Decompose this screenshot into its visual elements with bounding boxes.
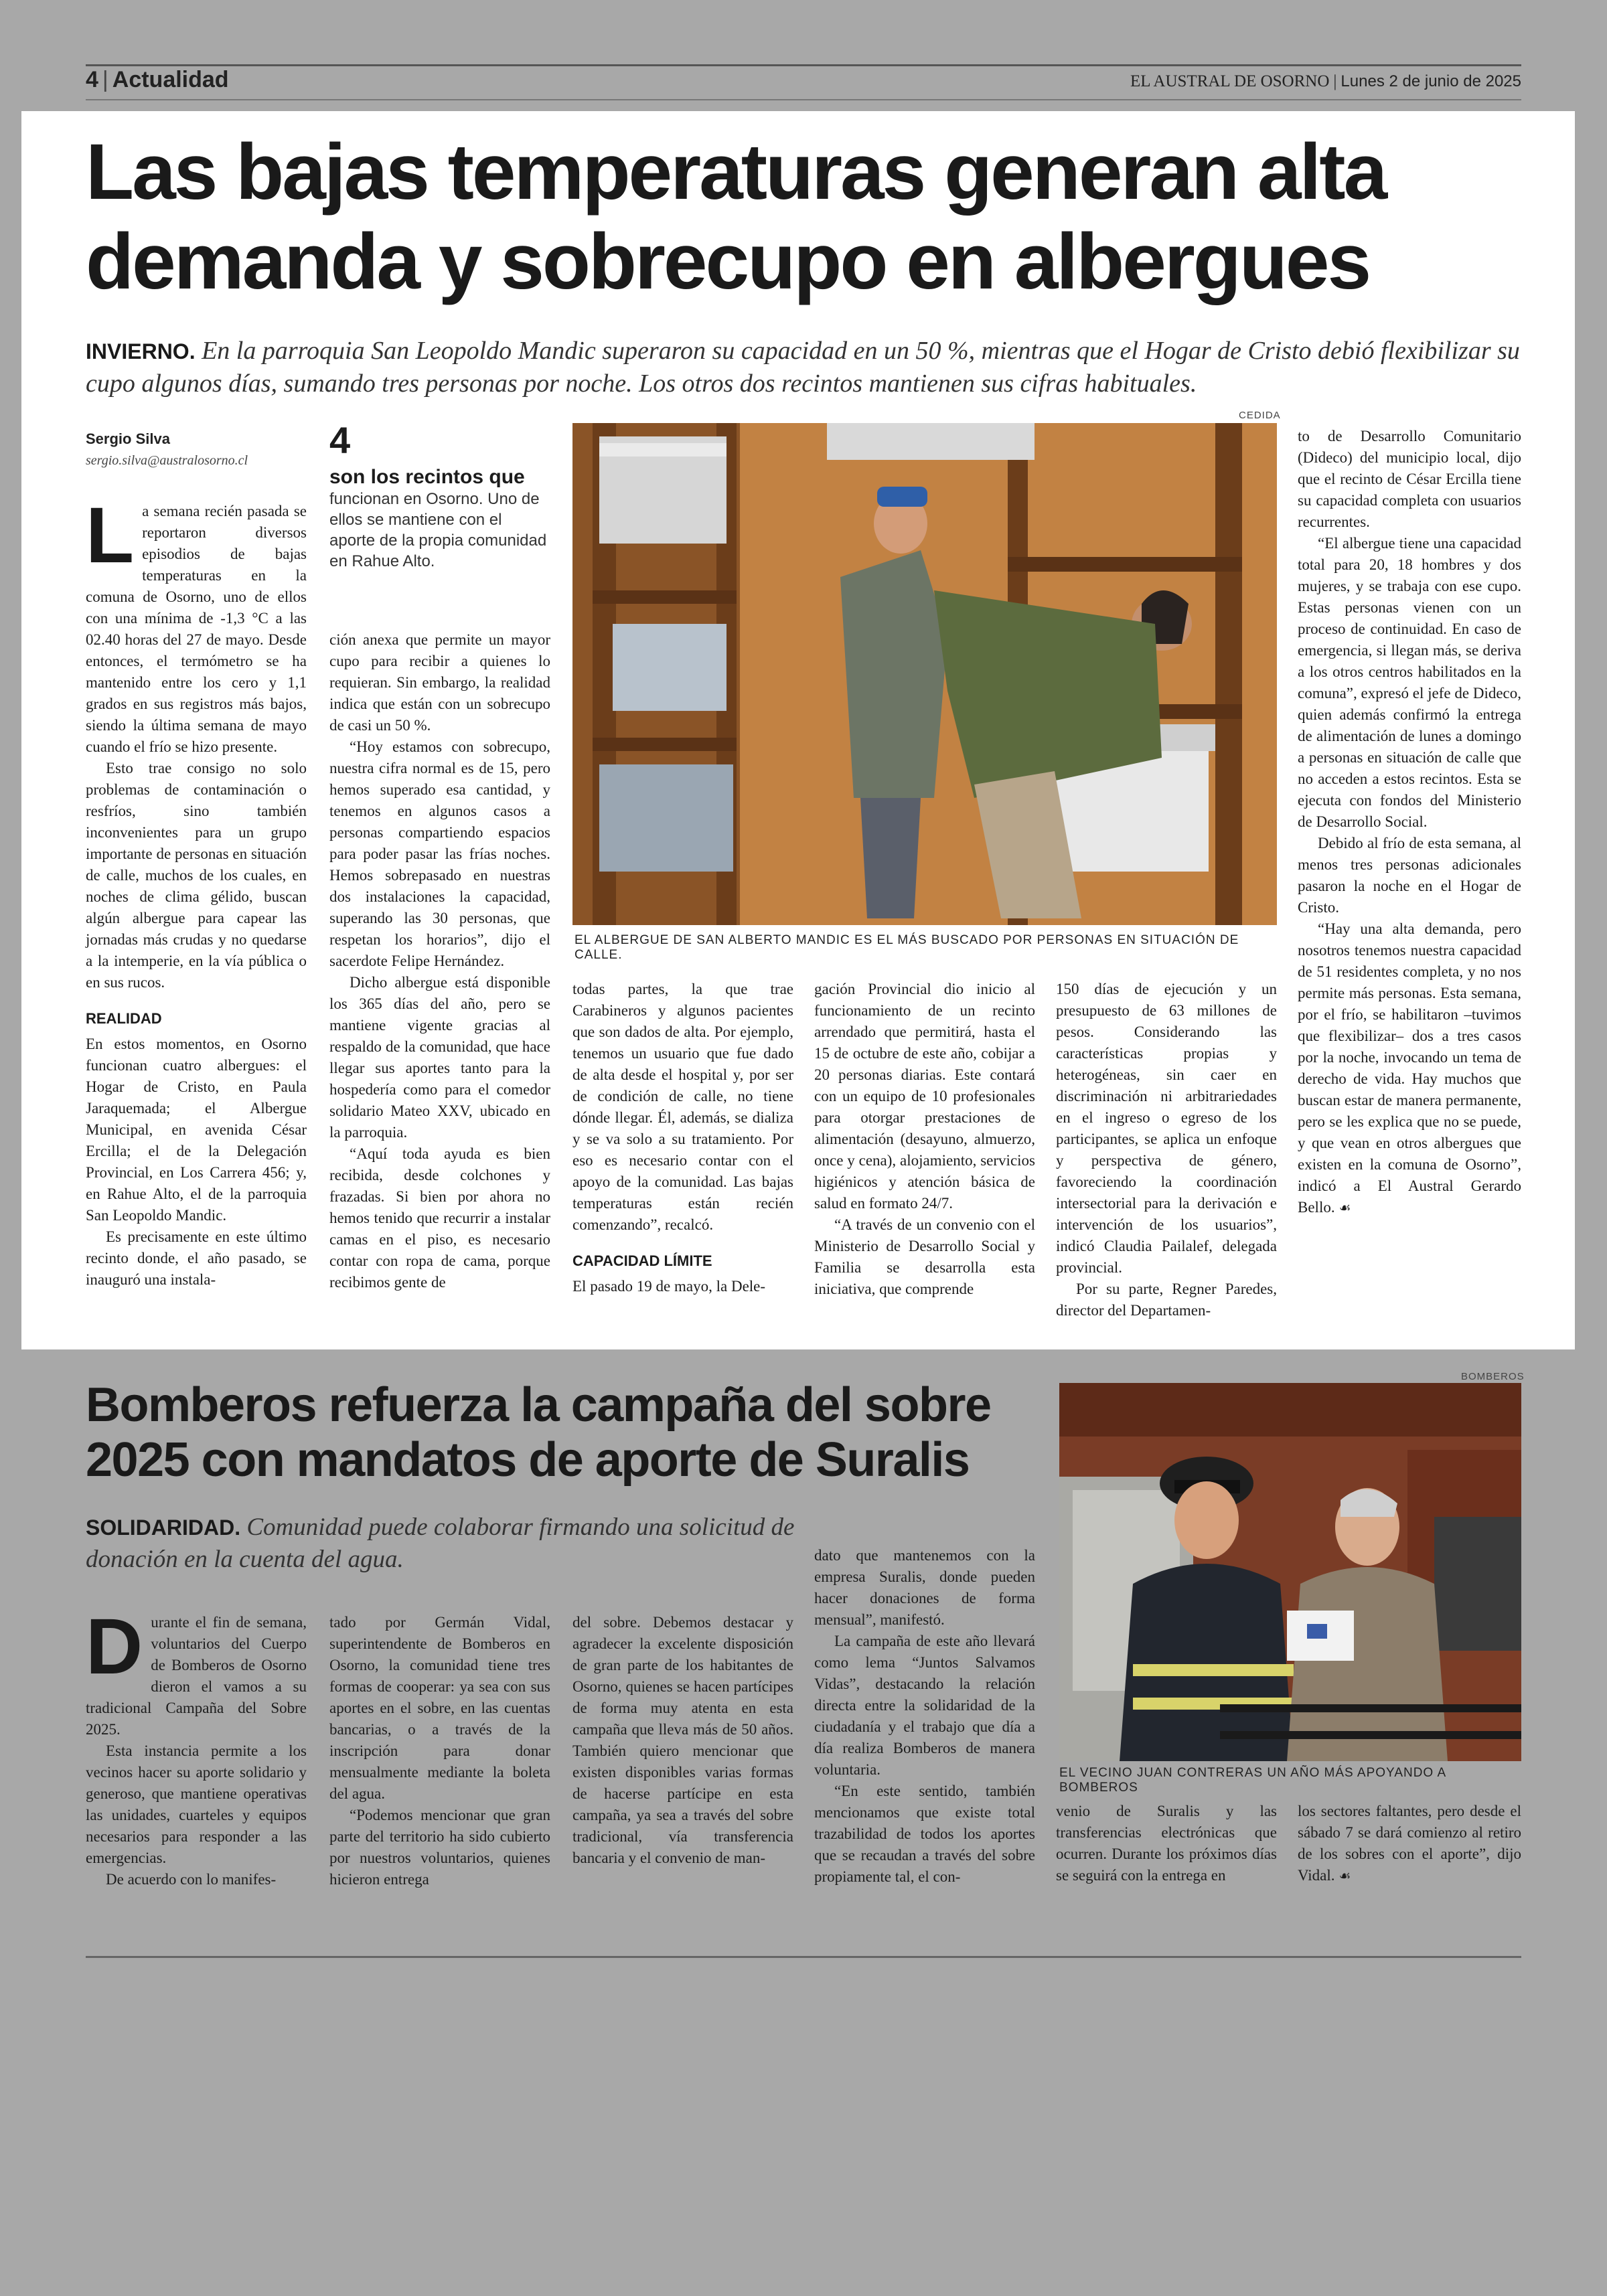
article2-col1-p3: De acuerdo con lo manifes- bbox=[106, 1871, 277, 1888]
article1-col6-p1: to de Desarrollo Comunitario (Dideco) del municipio local, dijo que el recinto de César Ercilla tiene su capacidad completa con usuarios recurrentes. bbox=[1298, 428, 1521, 530]
article2-headline-line1: Bomberos refuerza la campaña del sobre bbox=[86, 1378, 991, 1432]
article1-col6-p4: “Hay una alta demanda, pero nosotros tenemos nuestra capacidad de 51 residentes completa, y no nos permite más personas. Esta semana, por el frío, se habilitaron –tuvimos que flexibilizar– dos a tres casos por la noche, invocando un tema de derecho de vida. Hay muchos que buscan estar de manera permanente, pero se les explica que no se puede, y que vean en otros albergues que existen en la comuna de Osorno”, indicó a El Austral Gerardo Bello. bbox=[1298, 920, 1521, 1216]
article1-end-mark: ☙ bbox=[1338, 1200, 1351, 1216]
article1-col1-p2: Esto trae consigo no solo problemas de contaminación o resfríos, sino también inconvenientes para un grupo importante de personas en situación de calle, muchos de los cuales, en noches de clima gélido, buscan algún albergue para capear las jornadas más crudas y no quedarse a la intemperie, en la vía pública o en sus rucos. bbox=[86, 760, 307, 991]
article2-end-mark: ☙ bbox=[1338, 1868, 1351, 1884]
article1-column-5 bbox=[1056, 979, 1277, 1321]
article1-col5-p1: 150 días de ejecución y un presupuesto de 63 millones de pesos. Considerando las características propias y heterogéneas, sin caer en discriminación ni arbitrariedades en el ingreso o egreso de los participantes, se aplica un enfoque y perspectiva de género, favoreciendo la coordinación intersectorial para la derivación e intervención de los usuarios”, indicó Claudia Pailalef, delegada provincial. bbox=[1056, 981, 1277, 1276]
article2-col2-p1: tado por Germán Vidal, superintendente de Bomberos en Osorno, la comunidad tiene tres formas de cooperar: ya sea con sus aportes en el sobre, en las cuentas bancarias, o a través de la inscripción para donar mensualmente mediante la boleta del agua. bbox=[329, 1614, 550, 1802]
article1-col5-p2: Por su parte, Regner Paredes, director del Departamen- bbox=[1056, 1281, 1277, 1319]
firefighter-photo bbox=[1059, 1383, 1521, 1761]
article1-lead bbox=[86, 335, 1525, 400]
article2-col5-p1: venio de Suralis y las transferencias electrónicas que ocurren. Durante los próximos días se seguirá con la entrega en bbox=[1056, 1803, 1277, 1884]
article1-column-2 bbox=[329, 629, 550, 1293]
issue-date: Lunes 2 de junio de 2025 bbox=[1341, 72, 1521, 90]
article2-photo bbox=[1059, 1383, 1521, 1761]
article2-photo-credit: BOMBEROS bbox=[1461, 1371, 1525, 1382]
article1-col2-p1: ción anexa que permite un mayor cupo para recibir a quienes lo requieran. Sin embargo, la realidad indica que están con un sobrecupo de casi un 50 %. bbox=[329, 631, 550, 734]
article1-subhead-realidad: REALIDAD bbox=[86, 1010, 162, 1027]
article1-column-3 bbox=[572, 979, 793, 1297]
article1-headline-line1: Las bajas temperaturas generan alta bbox=[86, 128, 1386, 216]
article2-drop-cap: D bbox=[86, 1603, 143, 1691]
article1-drop-cap: L bbox=[86, 491, 135, 580]
article1-col1-p4: Es precisamente en este último recinto donde, el año pasado, se inauguró una instala- bbox=[86, 1228, 307, 1288]
article2-lead-text: Comunidad puede colaborar firmando una solicitud de donación en la cuenta del agua. bbox=[86, 1513, 795, 1573]
article1-kicker: INVIERNO. bbox=[86, 339, 196, 363]
shelter-bunkbed-photo bbox=[572, 423, 1277, 925]
article2-col1-p1: urante el fin de semana, voluntarios del Cuerpo de Bomberos de Osorno dieron el vamos a su tradicional Campaña del Sobre 2025. bbox=[86, 1614, 307, 1738]
factbox-title: son los recintos que bbox=[329, 466, 525, 488]
article2-headline bbox=[86, 1378, 1037, 1487]
article2-headline-line2: 2025 con mandatos de aporte de Suralis bbox=[86, 1433, 970, 1487]
article1-col1-p3: En estos momentos, en Osorno funcionan cuatro albergues: el Hogar de Cristo, en Paula Jaraquemada; el Albergue Municipal, en avenida César Ercilla; el de la Delegación Provincial, en Los Carrera 456; y, en Rahue Alto, el de la parroquia San Leopoldo Mandic. bbox=[86, 1036, 307, 1224]
article2-column-6 bbox=[1298, 1801, 1521, 1886]
article1-col2-p3: Dicho albergue está disponible los 365 días del año, pero se mantiene vigente gracias al respaldo de la comunidad, que hace llegar sus aportes tanto para la hospedería como para el comedor solidario Mateo XXV, ubicado en la parroquia. bbox=[329, 974, 550, 1141]
article2-column-1 bbox=[86, 1603, 307, 1890]
bottom-rule bbox=[86, 1956, 1521, 1958]
article1-author: Sergio Silva bbox=[86, 430, 170, 447]
article1-factbox bbox=[329, 419, 550, 572]
article1-headline bbox=[86, 127, 1525, 307]
article1-col3-p1: todas partes, la que trae Carabineros y algunos pacientes que son dados de alta. Por ejemplo, tenemos un usuario que fue dado de alta desde el hospital y, por ser de condición de calle, no tiene dónde llegar. Él, además, se dializa y se va solo a su tratamiento. Por eso es necesario contar con el apoyo de la comunidad. Las bajas temperaturas están recién comenzando”, recalcó. bbox=[572, 981, 793, 1233]
article1-col6-p3: Debido al frío de esta semana, al menos tres personas adicionales pasaron la noche en el Hogar de Cristo. bbox=[1298, 835, 1521, 916]
article1-subhead-capacidad: CAPACIDAD LÍMITE bbox=[572, 1252, 712, 1269]
article2-column-5 bbox=[1056, 1801, 1277, 1886]
article2-col3-p1: del sobre. Debemos destacar y agradecer la excelente disposición de gran parte de los habitantes de Osorno, quienes se hacen partícipes de forma muy atenta en esta campaña que lleva más de 50 años. También quiero mencionar que existen disponibles varias formas de hacerse partícipe en esta campaña, ya sea a través del sobre tradicional, vía transferencia bancaria y el convenio de man- bbox=[572, 1614, 793, 1866]
masthead: EL AUSTRAL DE OSORNO | Lunes 2 de junio de 2025 bbox=[1130, 72, 1521, 90]
article2-column-4 bbox=[814, 1545, 1035, 1888]
header-underline bbox=[86, 99, 1521, 100]
article1-headline-line2: demanda y sobrecupo en albergues bbox=[86, 218, 1370, 306]
article2-col4-p2: La campaña de este año llevará como lema “Juntos Salvamos Vidas”, destacando la relación directa entre la solidaridad de la ciudadanía y el trabajo que día a día realiza Bomberos de manera voluntaria. bbox=[814, 1633, 1035, 1778]
factbox-number: 4 bbox=[329, 419, 351, 461]
page-folio: 4 | Actualidad bbox=[86, 67, 229, 92]
article1-column-1 bbox=[86, 428, 307, 1291]
article1-photo bbox=[572, 423, 1277, 925]
article1-photo-credit: CEDIDA bbox=[1239, 410, 1281, 421]
article2-col4-p1: dato que mantenemos con la empresa Suralis, donde pueden hacer donaciones de forma mensual”, manifestó. bbox=[814, 1547, 1035, 1628]
article1-photo-caption: EL ALBERGUE DE SAN ALBERTO MANDIC ES EL MÁS BUSCADO POR PERSONAS EN SITUACIÓN DE CALLE. bbox=[575, 933, 1239, 962]
article2-col2-p2: “Podemos mencionar que gran parte del territorio ha sido cubierto por nuestros voluntarios, quienes hicieron entrega bbox=[329, 1807, 550, 1888]
article1-column-4 bbox=[814, 979, 1035, 1300]
newspaper-name: EL AUSTRAL DE OSORNO bbox=[1130, 72, 1330, 90]
factbox-text: funcionan en Osorno. Uno de ellos se mantiene con el aporte de la propia comunidad en Rahue Alto. bbox=[329, 490, 547, 570]
article1-col3-p2: El pasado 19 de mayo, la Dele- bbox=[572, 1278, 766, 1295]
article1-col2-p4: “Aquí toda ayuda es bien recibida, desde colchones y frazadas. Si bien por ahora no hemos tenido que recurrir a instalar camas en el piso, es necesario contar con ropa de cama, porque recibimos gente de bbox=[329, 1145, 550, 1291]
article2-column-3 bbox=[572, 1612, 793, 1869]
article1-col2-p2: “Hoy estamos con sobrecupo, nuestra cifra normal es de 15, pero hemos superado esa cantidad, y tenemos en algunos casos a personas compartiendo espacios para poder pasar las frías noches. Hemos sobrepasado en nuestras dos instalaciones la capacidad, superando las 30 personas, que respetan los horarios”, dijo el sacerdote Felipe Hernández. bbox=[329, 738, 550, 969]
section-name: Actualidad bbox=[112, 67, 229, 92]
article2-lead bbox=[86, 1511, 809, 1576]
article2-col1-p2: Esta instancia permite a los vecinos hacer su aporte solidario y generoso, que mantiene operativas las unidades, cuarteles y equipos necesarios para responder a las emergencias. bbox=[86, 1742, 307, 1866]
top-rule bbox=[86, 64, 1521, 66]
article1-email: sergio.silva@australosorno.cl bbox=[86, 453, 248, 468]
article2-kicker: SOLIDARIDAD. bbox=[86, 1515, 241, 1540]
article1-col4-p1: gación Provincial dio inicio al funcionamiento de un recinto arrendado que permitirá, hasta el 15 de octubre de este año, cobijar a 20 personas diarias. Este contará con un equipo de 10 profesionales para otorgar prestaciones de alimentación (desayuno, almuerzo, once y cena), alojamiento, servicios higiénicos y atención básica de salud en formato 24/7. bbox=[814, 981, 1035, 1212]
article1-lead-text: En la parroquia San Leopoldo Mandic superaron su capacidad en un 50 %, mientras que el Hogar de Cristo debió flexibilizar su cupo algunos días, sumando tres personas por noche. Los otros dos recintos mantienen sus cifras habituales. bbox=[86, 337, 1520, 398]
page-number: 4 bbox=[86, 67, 98, 92]
article2-column-2 bbox=[329, 1612, 550, 1890]
article2-col4-p3: “En este sentido, también mencionamos que existe total trazabilidad de todos los aportes que se recaudan a través del sobre propiamente tal, el con- bbox=[814, 1783, 1035, 1885]
article2-photo-caption: EL VECINO JUAN CONTRERAS UN AÑO MÁS APOYANDO A BOMBEROS bbox=[1059, 1766, 1446, 1795]
article2-col6-p1: los sectores faltantes, pero desde el sábado 7 se dará comienzo al retiro de los sobres con el aporte”, dijo Vidal. bbox=[1298, 1803, 1521, 1884]
article1-column-6 bbox=[1298, 426, 1521, 1218]
article1-col4-p2: “A través de un convenio con el Ministerio de Desarrollo Social y Familia se desarrolla esta iniciativa, que comprende bbox=[814, 1216, 1035, 1297]
article1-col1-p1: a semana recién pasada se reportaron diversos episodios de bajas temperaturas en la comuna de Osorno, uno de ellos con una mínima de -1,3 °C a las 02.40 horas del 27 de mayo. Desde entonces, el termómetro se ha mantenido entre los cero y 1,1 grados en sus registros más bajos, siendo la última semana de mayo cuando el frío se hizo presente. bbox=[86, 503, 307, 755]
article1-col6-p2: “El albergue tiene una capacidad total para 20, 18 hombres y dos mujeres, y se trabaja con ese cupo. Estas personas vienen con un proceso de continuidad. En caso de emergencia, si llegan más, se deriva a los otros centros habilitados en la comuna”, expresó el jefe de Dideco, quien además confirmó la entrega de alimentación de lunes a domingo a personas en situación de calle que no acceden a estos recintos. Esta se ejecuta con fondos del Ministerio de Desarrollo Social. bbox=[1298, 535, 1521, 830]
